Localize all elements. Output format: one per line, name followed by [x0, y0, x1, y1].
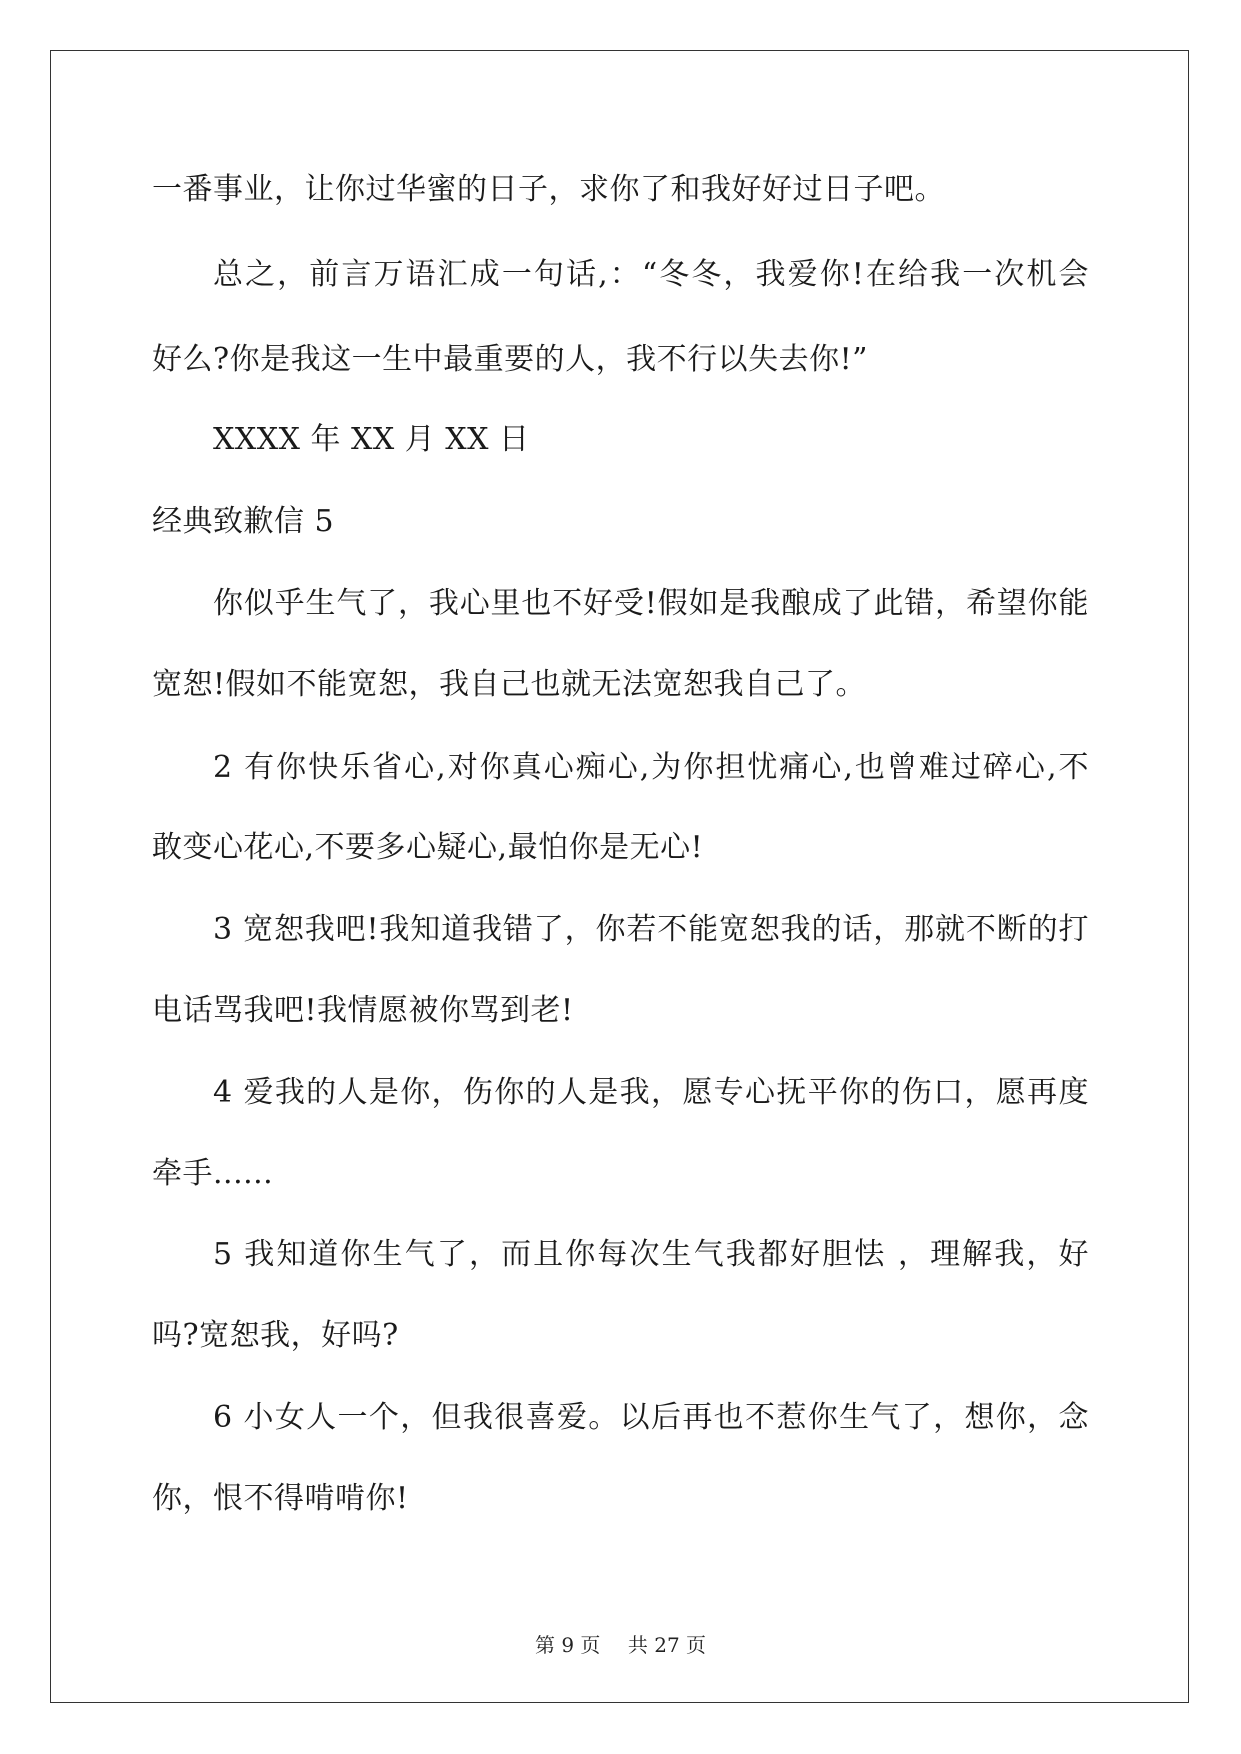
- text-line-8: 2 有你快乐省心,对你真心痴心,为你担忧痛心,也曾难过碎心,不: [213, 750, 1089, 785]
- date-line: XXXX 年 XX 月 XX 日: [213, 422, 530, 457]
- text-line-11: 电话骂我吧!我情愿被你骂到老!: [152, 993, 574, 1028]
- text-line-12: 4 爱我的人是你，伤你的人是我，愿专心抚平你的伤口，愿再度: [213, 1075, 1089, 1110]
- text-line-13: 牵手......: [152, 1156, 274, 1191]
- text-line-10: 3 宽恕我吧!我知道我错了，你若不能宽恕我的话，那就不断的打: [213, 912, 1089, 947]
- text-line-17: 你，恨不得啃啃你!: [152, 1481, 409, 1516]
- text-line-2: 总之，前言万语汇成一句话,：“冬冬，我爱你!在给我一次机会: [213, 257, 1089, 292]
- page-number: 第 9 页: [534, 1633, 601, 1657]
- text-line-7: 宽恕!假如不能宽恕，我自己也就无法宽恕我自己了。: [152, 667, 867, 702]
- text-line-16: 6 小女人一个，但我很喜爱。以后再也不惹你生气了，想你，念: [213, 1400, 1089, 1435]
- text-line-14: 5 我知道你生气了，而且你每次生气我都好胆怯 ，理解我，好: [213, 1237, 1089, 1272]
- text-line-6: 你似乎生气了，我心里也不好受!假如是我酿成了此错，希望你能: [213, 586, 1089, 621]
- text-line-3: 好么?你是我这一生中最重要的人，我不行以失去你!”: [152, 342, 868, 377]
- page-total: 共 27 页: [627, 1633, 707, 1657]
- page-border: [50, 50, 1189, 1703]
- text-line-9: 敢变心花心,不要多心疑心,最怕你是无心!: [152, 830, 704, 865]
- section-heading: 经典致歉信 5: [152, 504, 335, 539]
- text-line-1: 一番事业，让你过华蜜的日子，求你了和我好好过日子吧。: [152, 172, 945, 207]
- page-footer: [0, 1633, 1241, 1657]
- text-line-15: 吗?宽恕我，好吗?: [152, 1318, 399, 1353]
